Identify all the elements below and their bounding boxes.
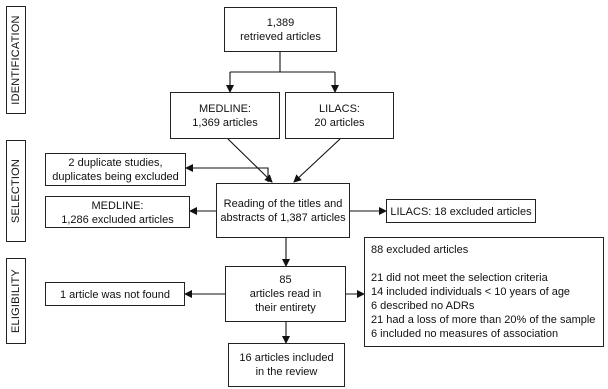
excluded-88-header: 88 excluded articles bbox=[371, 244, 469, 256]
arrow-lilacs-to-reading bbox=[294, 139, 340, 182]
duplicates-line2: duplicates being excluded bbox=[52, 171, 179, 183]
excluded-reason: 6 described no ADRs bbox=[371, 300, 475, 312]
retrieved-label: retrieved articles bbox=[240, 31, 321, 43]
read-entirety-line2: articles read in bbox=[249, 288, 322, 300]
excluded-88-box bbox=[364, 237, 604, 347]
excluded-reason: 21 did not meet the selection criteria bbox=[371, 272, 548, 284]
stage-selection-label: SELECTION bbox=[10, 158, 22, 224]
not-found-label: 1 article was not found bbox=[59, 289, 171, 301]
stage-identification-label: IDENTIFICATION bbox=[10, 15, 22, 105]
retrieved-articles-box bbox=[224, 7, 337, 52]
lilacs-excluded-box bbox=[386, 199, 536, 223]
medline-box bbox=[170, 92, 280, 139]
read-entirety-line3: their entirety bbox=[255, 302, 316, 314]
read-entirety-count: 85 bbox=[279, 274, 292, 286]
lilacs-box bbox=[285, 92, 394, 139]
reading-box bbox=[216, 183, 350, 238]
excluded-reason: 14 included individuals < 10 years of age bbox=[371, 286, 571, 298]
lilacs-title: LILACS: bbox=[319, 103, 360, 115]
arrow-to-duplicates bbox=[186, 168, 268, 182]
lilacs-excluded-label: LILACS: 18 excluded articles bbox=[390, 206, 532, 218]
lilacs-count: 20 articles bbox=[314, 117, 365, 129]
medline-title: MEDLINE: bbox=[199, 103, 251, 115]
retrieved-count: 1,389 bbox=[266, 17, 295, 29]
included-line2: in the review bbox=[255, 366, 318, 378]
medline-excluded-title: MEDLINE: bbox=[91, 200, 144, 212]
medline-count: 1,369 articles bbox=[192, 117, 258, 129]
read-entirety-box bbox=[225, 266, 346, 322]
not-found-box bbox=[45, 282, 185, 306]
arrow-medline-to-reading bbox=[228, 139, 272, 182]
included-box bbox=[228, 343, 345, 387]
medline-excluded-box bbox=[45, 196, 190, 228]
included-line1: 16 articles included bbox=[239, 352, 334, 364]
duplicates-line1: 2 duplicate studies, bbox=[68, 157, 163, 169]
stage-eligibility-label: ELIGIBILITY bbox=[10, 269, 22, 333]
medline-excluded-count: 1,286 excluded articles bbox=[61, 214, 174, 226]
excluded-reason: 21 had a loss of more than 20% of the sample bbox=[371, 314, 596, 326]
excluded-reason: 6 included no measures of association bbox=[371, 328, 559, 340]
reading-line2: abstracts of 1,387 articles bbox=[220, 212, 346, 224]
reading-line1: Reading of the titles and bbox=[223, 198, 343, 210]
duplicates-box bbox=[45, 153, 186, 186]
